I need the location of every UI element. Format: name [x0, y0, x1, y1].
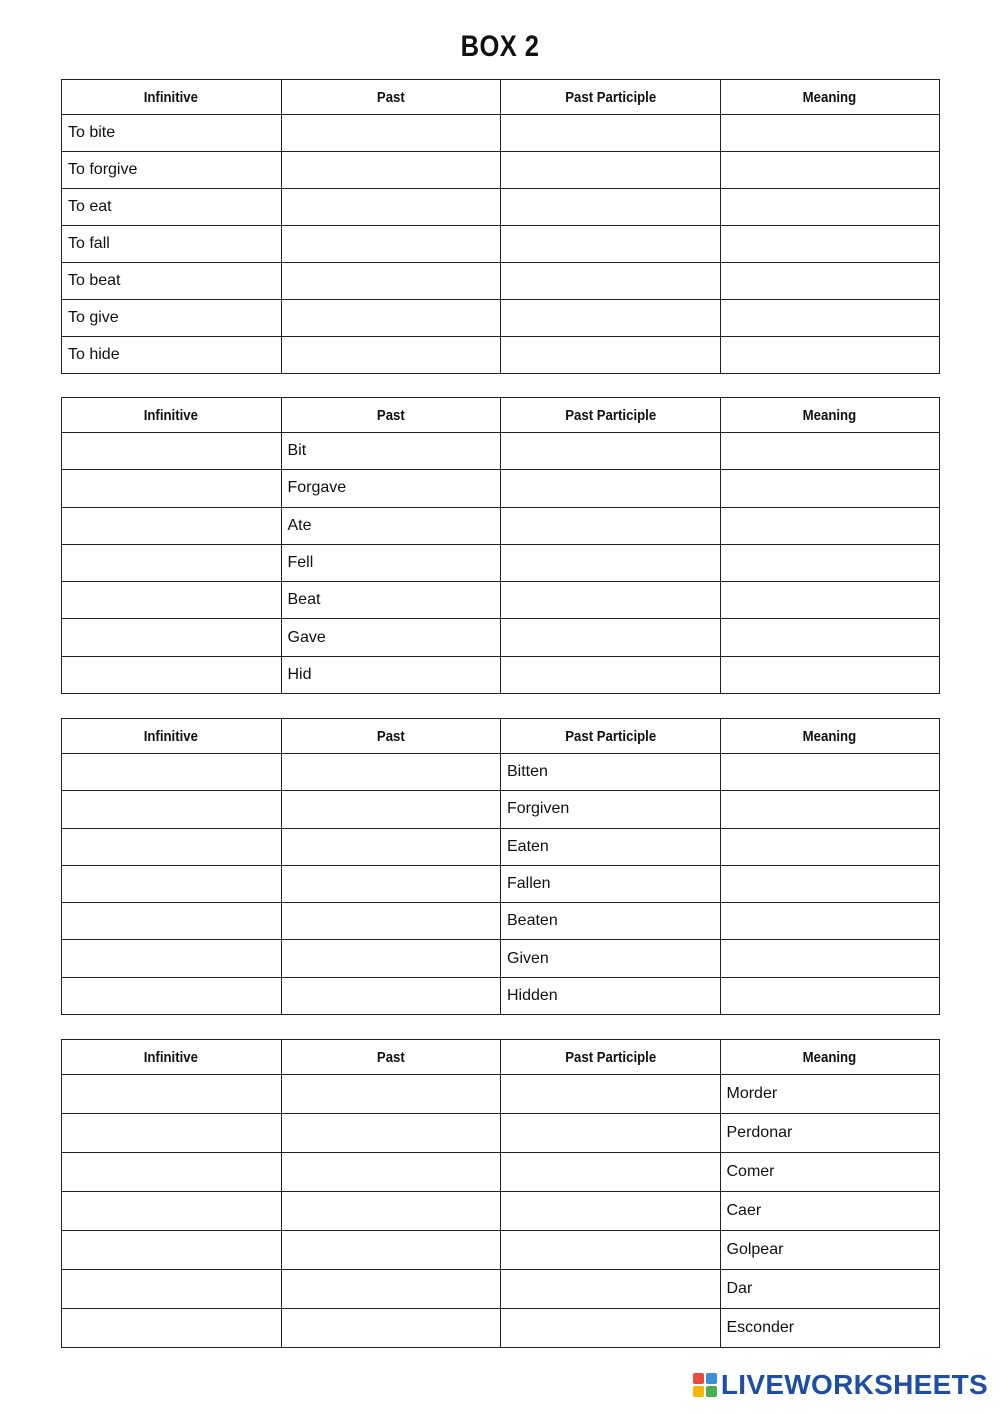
header-past: [281, 719, 501, 754]
answer-past-cell[interactable]: [281, 152, 501, 189]
given-infinitive-cell: To give: [62, 300, 282, 337]
given-meaning-cell: Caer: [720, 1192, 940, 1231]
answer-meaning-cell[interactable]: [720, 544, 940, 581]
answer-infinitive-cell[interactable]: [62, 1192, 282, 1231]
table-row: [62, 226, 940, 263]
logo-square-blue: [706, 1373, 717, 1384]
answer-meaning-cell[interactable]: [720, 189, 940, 226]
header-past: [281, 80, 501, 115]
answer-infinitive-cell[interactable]: [62, 977, 282, 1014]
table-row: [62, 1270, 940, 1309]
table-row: [62, 754, 940, 791]
header-row: [62, 80, 940, 115]
answer-past-cell[interactable]: [281, 940, 501, 977]
given-meaning-cell: Comer: [720, 1153, 940, 1192]
header-past: [281, 1040, 501, 1075]
answer-past-participle-cell[interactable]: [501, 1114, 721, 1153]
table-row: [62, 1231, 940, 1270]
header-label: Past: [376, 727, 405, 745]
given-meaning-cell: Esconder: [720, 1309, 940, 1348]
table-row: [62, 263, 940, 300]
answer-meaning-cell[interactable]: [720, 754, 940, 791]
header-row: [62, 398, 940, 433]
table-row: [62, 940, 940, 977]
table-row: [62, 1075, 940, 1114]
given-past-participle-cell: Fallen: [501, 865, 721, 902]
answer-meaning-cell[interactable]: [720, 865, 940, 902]
answer-infinitive-cell[interactable]: [62, 1270, 282, 1309]
given-past-cell: Beat: [281, 582, 501, 619]
answer-infinitive-cell[interactable]: [62, 940, 282, 977]
header-label: Infinitive: [144, 727, 199, 745]
answer-past-participle-cell[interactable]: [501, 656, 721, 693]
header-meaning: [720, 398, 940, 433]
answer-past-participle-cell[interactable]: [501, 115, 721, 152]
answer-infinitive-cell[interactable]: [62, 754, 282, 791]
logo-square-green: [706, 1386, 717, 1397]
answer-infinitive-cell[interactable]: [62, 544, 282, 581]
table-row: [62, 656, 940, 693]
answer-meaning-cell[interactable]: [720, 263, 940, 300]
answer-infinitive-cell[interactable]: [62, 865, 282, 902]
answer-meaning-cell[interactable]: [720, 619, 940, 656]
header-label: Meaning: [802, 727, 857, 745]
answer-past-participle-cell[interactable]: [501, 582, 721, 619]
answer-meaning-cell[interactable]: [720, 115, 940, 152]
table-row: [62, 1309, 940, 1348]
answer-past-cell[interactable]: [281, 903, 501, 940]
answer-past-cell[interactable]: [281, 337, 501, 374]
answer-past-cell[interactable]: [281, 1192, 501, 1231]
header-label: Infinitive: [144, 406, 199, 424]
logo-square-yellow: [693, 1386, 704, 1397]
header-label: Past Participle: [564, 727, 656, 745]
given-infinitive-cell: To fall: [62, 226, 282, 263]
answer-past-participle-cell[interactable]: [501, 470, 721, 507]
header-label: Past: [376, 406, 405, 424]
given-past-cell: Forgave: [281, 470, 501, 507]
header-past-participle: [501, 1040, 721, 1075]
answer-meaning-cell[interactable]: [720, 433, 940, 470]
answer-past-participle-cell[interactable]: [501, 619, 721, 656]
answer-past-cell[interactable]: [281, 865, 501, 902]
given-infinitive-cell: To forgive: [62, 152, 282, 189]
answer-infinitive-cell[interactable]: [62, 656, 282, 693]
answer-past-cell[interactable]: [281, 754, 501, 791]
table-row: [62, 1153, 940, 1192]
answer-past-participle-cell[interactable]: [501, 263, 721, 300]
answer-past-cell[interactable]: [281, 977, 501, 1014]
logo-square-red: [693, 1373, 704, 1384]
given-past-participle-cell: Forgiven: [501, 791, 721, 828]
table-row: [62, 619, 940, 656]
verb-table-meaning: [61, 1039, 940, 1348]
answer-infinitive-cell[interactable]: [62, 470, 282, 507]
table-row: [62, 115, 940, 152]
answer-meaning-cell[interactable]: [720, 940, 940, 977]
table-row: [62, 337, 940, 374]
given-past-participle-cell: Given: [501, 940, 721, 977]
given-past-participle-cell: Bitten: [501, 754, 721, 791]
verb-table-infinitive: [61, 79, 940, 374]
header-past: [281, 398, 501, 433]
table-row: [62, 582, 940, 619]
answer-past-cell[interactable]: [281, 1153, 501, 1192]
answer-past-cell[interactable]: [281, 1075, 501, 1114]
answer-past-participle-cell[interactable]: [501, 1309, 721, 1348]
answer-past-cell[interactable]: [281, 1114, 501, 1153]
given-past-cell: Hid: [281, 656, 501, 693]
header-label: Past: [376, 1048, 405, 1066]
given-past-cell: Fell: [281, 544, 501, 581]
header-row: [62, 719, 940, 754]
answer-infinitive-cell[interactable]: [62, 903, 282, 940]
table-row: [62, 903, 940, 940]
answer-infinitive-cell[interactable]: [62, 791, 282, 828]
answer-meaning-cell[interactable]: [720, 828, 940, 865]
answer-infinitive-cell[interactable]: [62, 619, 282, 656]
answer-past-participle-cell[interactable]: [501, 1192, 721, 1231]
answer-past-participle-cell[interactable]: [501, 300, 721, 337]
table-row: [62, 791, 940, 828]
answer-meaning-cell[interactable]: [720, 977, 940, 1014]
header-label: Meaning: [802, 88, 857, 106]
answer-past-cell[interactable]: [281, 226, 501, 263]
header-label: Meaning: [802, 406, 857, 424]
header-past-participle: [501, 398, 721, 433]
given-past-cell: Ate: [281, 507, 501, 544]
answer-past-cell[interactable]: [281, 300, 501, 337]
given-past-participle-cell: Hidden: [501, 977, 721, 1014]
table-row: [62, 828, 940, 865]
answer-past-participle-cell[interactable]: [501, 337, 721, 374]
answer-meaning-cell[interactable]: [720, 582, 940, 619]
table-row: [62, 865, 940, 902]
verb-table-past-participle: [61, 718, 940, 1015]
answer-meaning-cell[interactable]: [720, 152, 940, 189]
answer-infinitive-cell[interactable]: [62, 1231, 282, 1270]
answer-meaning-cell[interactable]: [720, 507, 940, 544]
header-infinitive: [62, 719, 282, 754]
header-row: [62, 1040, 940, 1075]
answer-meaning-cell[interactable]: [720, 470, 940, 507]
answer-infinitive-cell[interactable]: [62, 433, 282, 470]
table-row: [62, 1114, 940, 1153]
header-label: Meaning: [802, 1048, 857, 1066]
header-past-participle: [501, 719, 721, 754]
answer-past-participle-cell[interactable]: [501, 507, 721, 544]
table-row: [62, 977, 940, 1014]
header-meaning: [720, 719, 940, 754]
given-meaning-cell: Morder: [720, 1075, 940, 1114]
header-label: Infinitive: [144, 1048, 199, 1066]
header-label: Infinitive: [144, 88, 199, 106]
table-row: [62, 300, 940, 337]
header-label: Past Participle: [564, 88, 656, 106]
answer-meaning-cell[interactable]: [720, 903, 940, 940]
given-meaning-cell: Perdonar: [720, 1114, 940, 1153]
answer-meaning-cell[interactable]: [720, 337, 940, 374]
answer-past-cell[interactable]: [281, 1231, 501, 1270]
header-infinitive: [62, 398, 282, 433]
answer-meaning-cell[interactable]: [720, 656, 940, 693]
answer-past-participle-cell[interactable]: [501, 1075, 721, 1114]
table-row: [62, 507, 940, 544]
header-label: Past Participle: [564, 1048, 656, 1066]
given-meaning-cell: Dar: [720, 1270, 940, 1309]
answer-infinitive-cell[interactable]: [62, 582, 282, 619]
answer-meaning-cell[interactable]: [720, 226, 940, 263]
given-past-cell: Bit: [281, 433, 501, 470]
verb-table-past: [61, 397, 940, 694]
given-past-participle-cell: Beaten: [501, 903, 721, 940]
given-infinitive-cell: To beat: [62, 263, 282, 300]
table-row: [62, 433, 940, 470]
header-meaning: [720, 80, 940, 115]
table-row: [62, 544, 940, 581]
answer-past-participle-cell[interactable]: [501, 189, 721, 226]
logo-text: LIVEWORKSHEETS: [720, 1369, 988, 1400]
answer-infinitive-cell[interactable]: [62, 1114, 282, 1153]
given-meaning-cell: Golpear: [720, 1231, 940, 1270]
answer-past-participle-cell[interactable]: [501, 152, 721, 189]
answer-past-participle-cell[interactable]: [501, 226, 721, 263]
header-infinitive: [62, 1040, 282, 1075]
liveworksheets-logo-icon: [693, 1373, 717, 1397]
answer-past-cell[interactable]: [281, 828, 501, 865]
answer-past-participle-cell[interactable]: [501, 1270, 721, 1309]
header-infinitive: [62, 80, 282, 115]
given-infinitive-cell: To eat: [62, 189, 282, 226]
given-infinitive-cell: To bite: [62, 115, 282, 152]
answer-past-participle-cell[interactable]: [501, 1231, 721, 1270]
given-past-participle-cell: Eaten: [501, 828, 721, 865]
table-row: [62, 1192, 940, 1231]
answer-past-cell[interactable]: [281, 115, 501, 152]
answer-meaning-cell[interactable]: [720, 791, 940, 828]
header-meaning: [720, 1040, 940, 1075]
header-label: Past Participle: [564, 406, 656, 424]
answer-past-cell[interactable]: [281, 1309, 501, 1348]
answer-past-participle-cell[interactable]: [501, 544, 721, 581]
answer-past-cell[interactable]: [281, 791, 501, 828]
answer-infinitive-cell[interactable]: [62, 507, 282, 544]
answer-past-cell[interactable]: [281, 1270, 501, 1309]
liveworksheets-logo[interactable]: [693, 1370, 988, 1400]
answer-past-participle-cell[interactable]: [501, 433, 721, 470]
header-label: Past: [376, 88, 405, 106]
table-row: [62, 152, 940, 189]
answer-past-cell[interactable]: [281, 263, 501, 300]
answer-meaning-cell[interactable]: [720, 300, 940, 337]
answer-past-cell[interactable]: [281, 189, 501, 226]
answer-infinitive-cell[interactable]: [62, 1075, 282, 1114]
answer-infinitive-cell[interactable]: [62, 828, 282, 865]
header-past-participle: [501, 80, 721, 115]
given-past-cell: Gave: [281, 619, 501, 656]
table-row: [62, 470, 940, 507]
page-title: BOX 2: [460, 30, 540, 63]
answer-infinitive-cell[interactable]: [62, 1309, 282, 1348]
answer-infinitive-cell[interactable]: [62, 1153, 282, 1192]
given-infinitive-cell: To hide: [62, 337, 282, 374]
table-row: [62, 189, 940, 226]
answer-past-participle-cell[interactable]: [501, 1153, 721, 1192]
